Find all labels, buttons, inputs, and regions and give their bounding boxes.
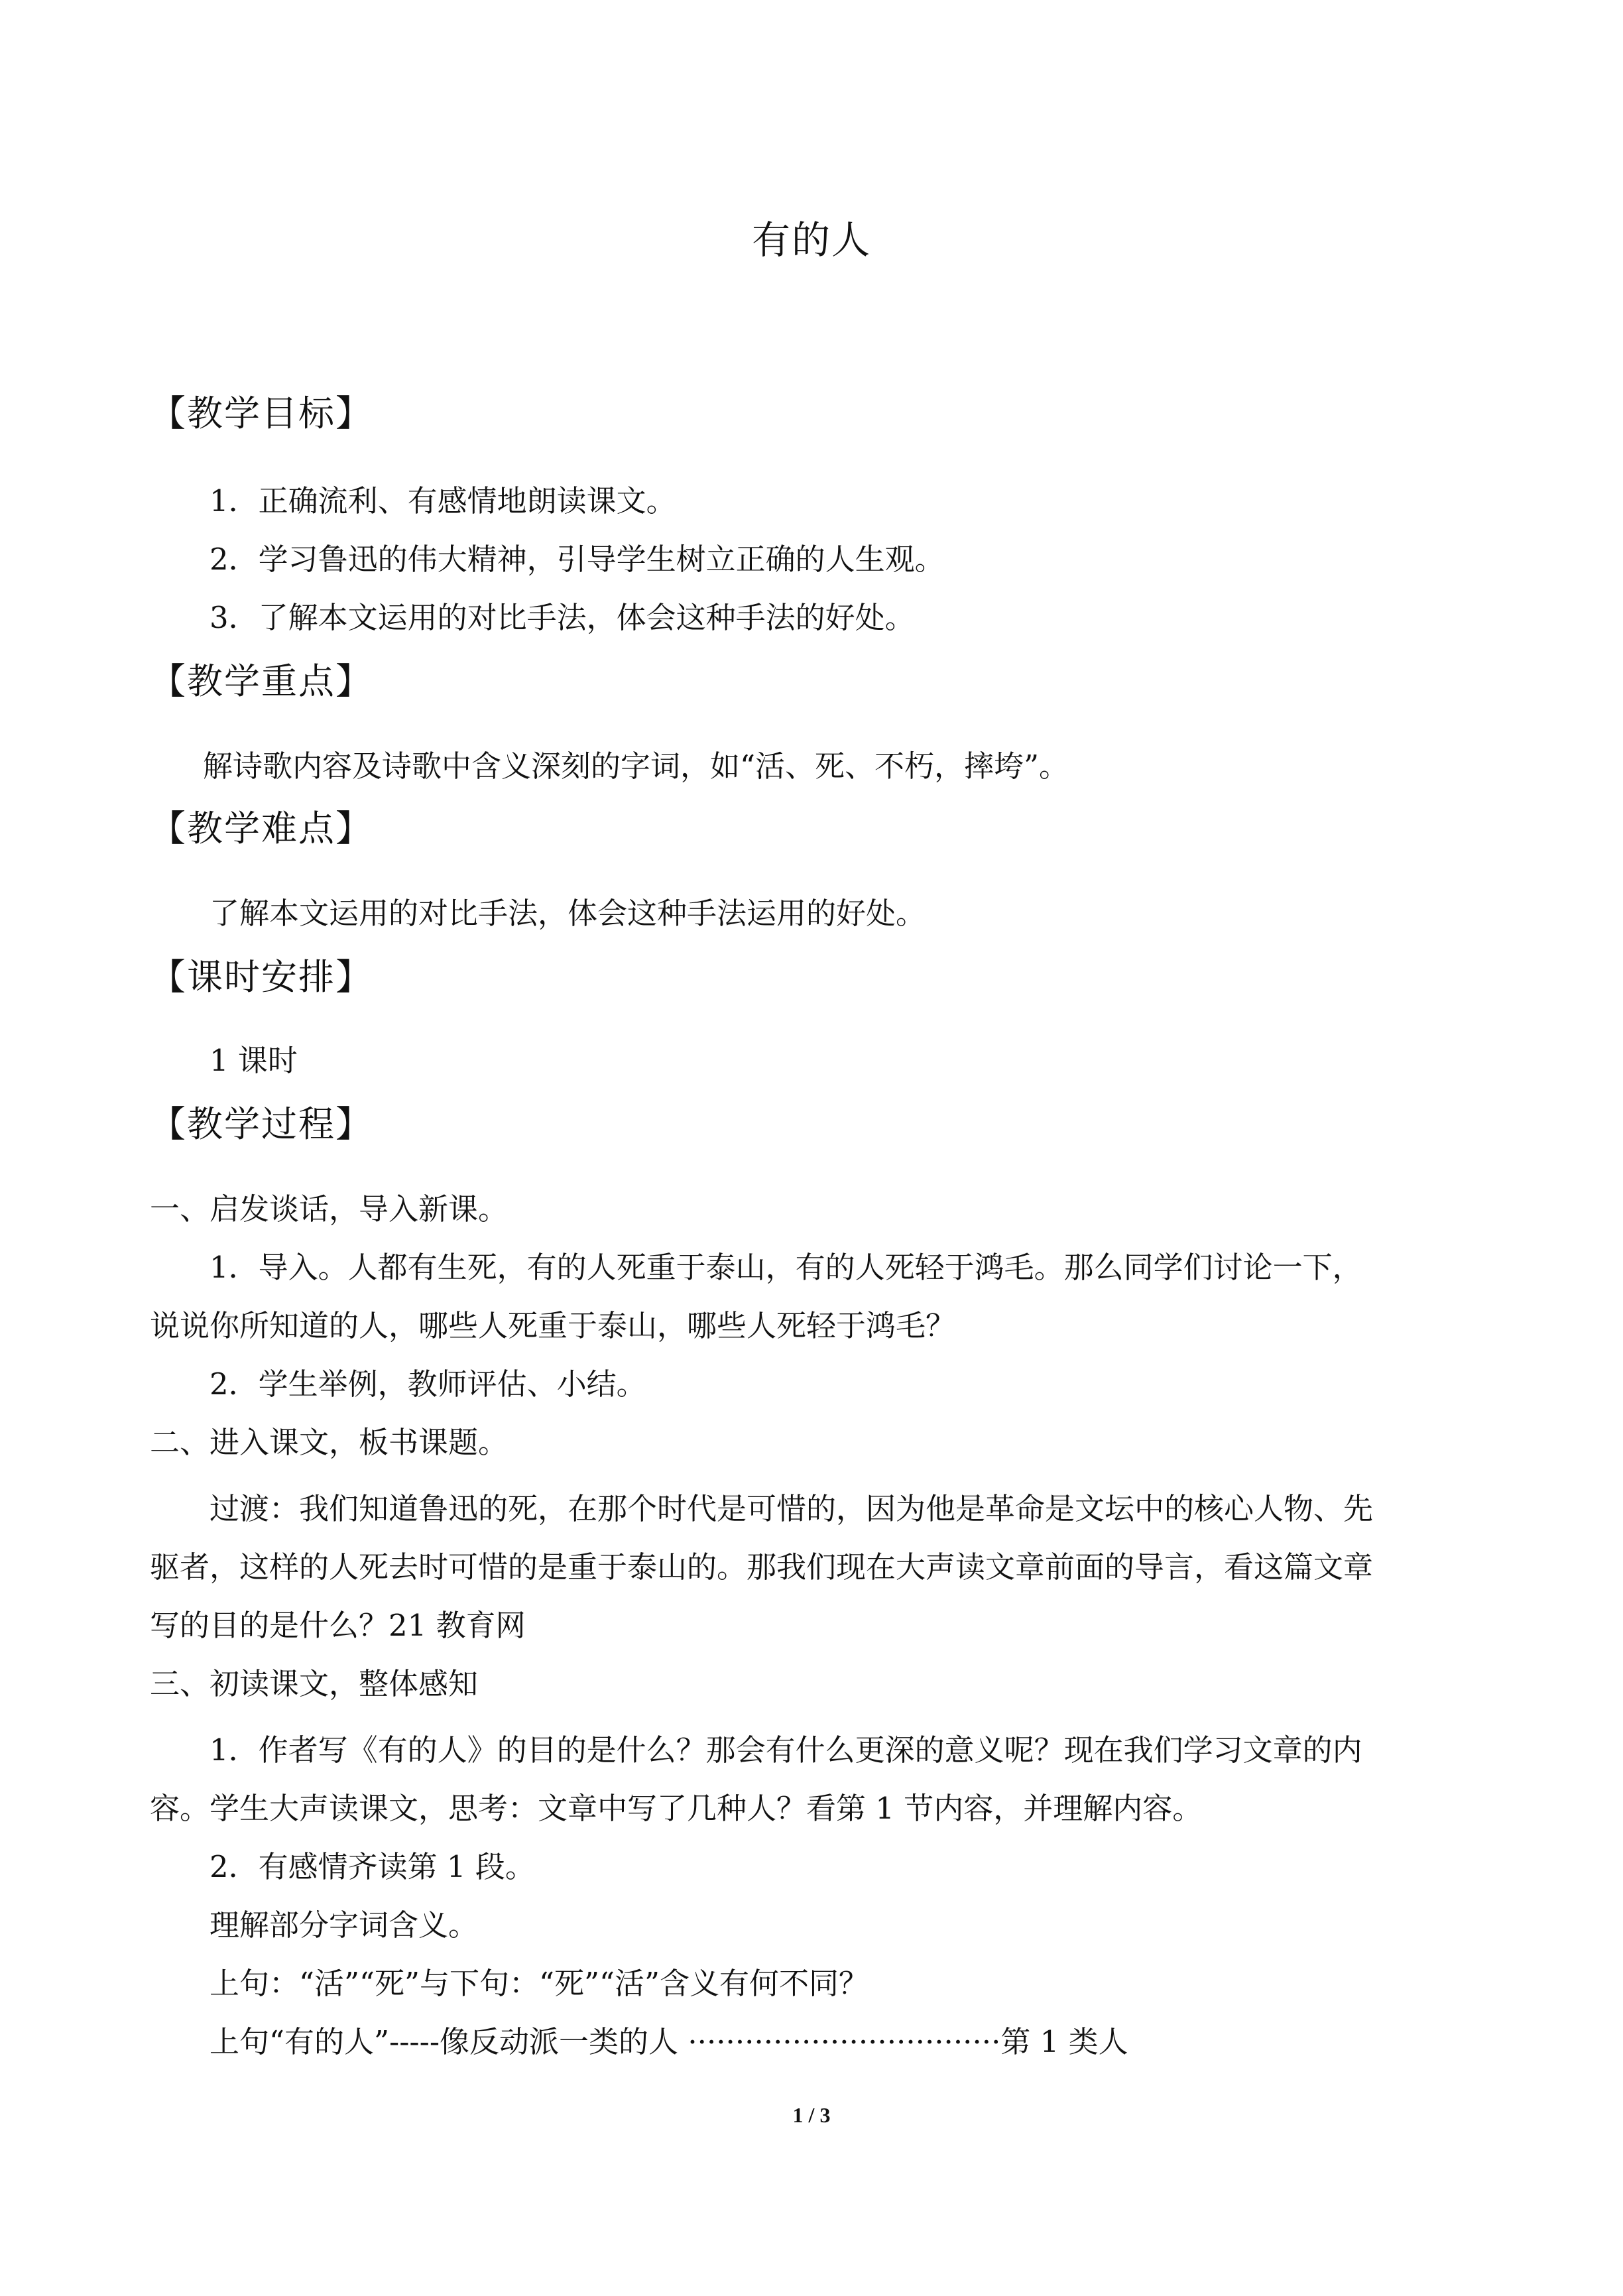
process-line-8: 写的目的是什么？21 教育网 xyxy=(150,1608,526,1643)
document-title: 有的人 xyxy=(751,217,871,263)
process-line-13: 理解部分字词含义。 xyxy=(210,1907,479,1943)
goal-item-1: 1．正确流利、有感情地朗读课文。 xyxy=(210,483,676,518)
heading-schedule: 【课时安排】 xyxy=(150,956,373,998)
process-line-12: 2．有感情齐读第 1 段。 xyxy=(210,1849,535,1884)
process-line-10: 1．作者写《有的人》的目的是什么？那会有什么更深的意义呢？现在我们学习文章的内 xyxy=(210,1732,1362,1768)
goal-item-3: 3．了解本文运用的对比手法，体会这种手法的好处。 xyxy=(210,600,915,635)
heading-process: 【教学过程】 xyxy=(150,1103,373,1145)
schedule-text: 1 课时 xyxy=(210,1043,298,1078)
process-line-4: 2．学生举例，教师评估、小结。 xyxy=(210,1366,646,1402)
goal-item-2: 2．学习鲁迅的伟大精神，引导学生树立正确的人生观。 xyxy=(210,542,945,577)
process-line-14: 上句：“活”“死”与下句：“死”“活”含义有何不同？ xyxy=(210,1966,869,2001)
heading-key-points: 【教学重点】 xyxy=(150,660,373,702)
key-points-text: 解诗歌内容及诗歌中含义深刻的字词，如“活、死、不朽，摔垮”。 xyxy=(203,749,1069,784)
process-line-15: 上句“有的人”-----像反动派一类的人 ·································第 1 类人 xyxy=(210,2024,1128,2059)
process-line-9: 三、初读课文，整体感知 xyxy=(150,1666,479,1701)
heading-difficulties: 【教学难点】 xyxy=(150,808,373,849)
process-line-3: 说说你所知道的人，哪些人死重于泰山，哪些人死轻于鸿毛？ xyxy=(150,1308,956,1343)
process-line-11: 容。学生大声读课文，思考：文章中写了几种人？看第 1 节内容，并理解内容。 xyxy=(150,1791,1203,1826)
process-line-1: 一、启发谈话，导入新课。 xyxy=(150,1191,509,1227)
page-number: 1 / 3 xyxy=(792,2103,831,2127)
process-line-6: 过渡：我们知道鲁迅的死，在那个时代是可惜的，因为他是革命是文坛中的核心人物、先 xyxy=(210,1491,1374,1526)
process-line-2: 1．导入。人都有生死，有的人死重于泰山，有的人死轻于鸿毛。那么同学们讨论一下， xyxy=(210,1250,1362,1285)
process-line-5: 二、进入课文，板书课题。 xyxy=(150,1425,509,1460)
process-line-7: 驱者，这样的人死去时可惜的是重于泰山的。那我们现在大声读文章前面的导言，看这篇文章 xyxy=(150,1549,1374,1585)
difficulties-text: 了解本文运用的对比手法，体会这种手法运用的好处。 xyxy=(210,896,926,931)
heading-teaching-goals: 【教学目标】 xyxy=(150,393,373,434)
